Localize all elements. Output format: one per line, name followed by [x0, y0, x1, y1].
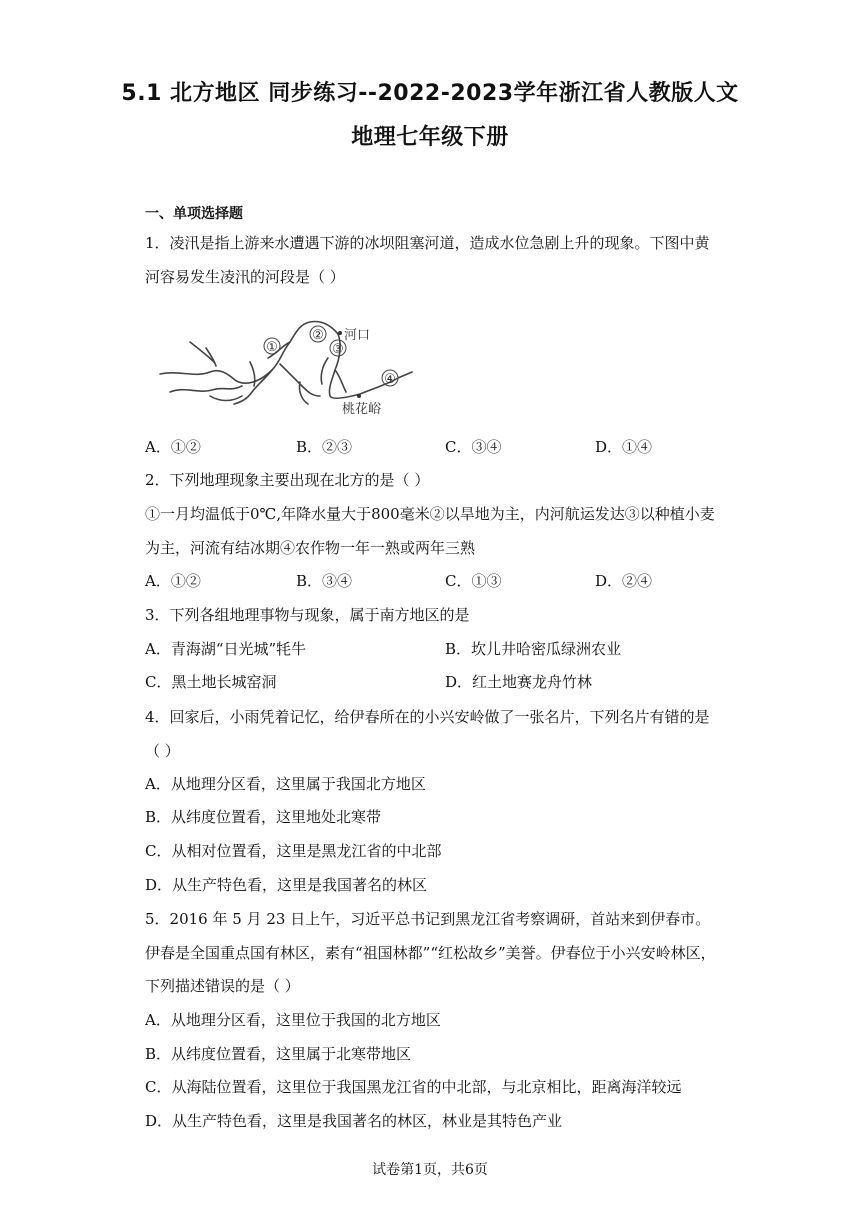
q2-option-b[interactable]: B．③④ [296, 572, 353, 590]
map-marker-2: ② [312, 328, 324, 343]
page-title-line-1: 5.1 北方地区 同步练习--2022-2023学年浙江省人教版人文 [121, 81, 739, 106]
q3-option-b[interactable]: B．坎儿井哈密瓜绿洲农业 [445, 640, 622, 658]
q2-desc-line-1: ①一月均温低于0℃,年降水量大于800毫米②以旱地为主，内河航运发达③以种植小麦 [145, 505, 715, 523]
q5-stem-line-1: 5．2016 年 5 月 23 日上午，习近平总书记到黑龙江省考察调研，首站来到伊春市。 [145, 910, 711, 928]
q1-option-c[interactable]: C．③④ [445, 438, 502, 456]
page-footer: 试卷第1页，共6页 [372, 1162, 488, 1178]
q4-stem-line-2: （ ） [145, 742, 180, 760]
q1-option-d[interactable]: D．①④ [595, 438, 653, 456]
yellow-river-map [150, 312, 420, 427]
q5-option-b[interactable]: B．从纬度位置看，这里属于北寒带地区 [145, 1045, 412, 1063]
q4-option-c[interactable]: C．从相对位置看，这里是黑龙江省的中北部 [145, 842, 442, 860]
q4-option-d[interactable]: D．从生产特色看，这里是我国著名的林区 [145, 876, 428, 894]
q5-option-a[interactable]: A．从地理分区看，这里位于我国的北方地区 [145, 1011, 441, 1029]
map-label-taohuayu: 桃花峪 [342, 402, 382, 417]
q2-option-a[interactable]: A．①② [145, 572, 201, 590]
q2-desc-line-2: 为主，河流有结冰期④农作物一年一熟或两年三熟 [145, 539, 476, 557]
map-marker-1: ① [266, 340, 278, 355]
section-heading: 一、单项选择题 [145, 206, 243, 222]
q2-option-d[interactable]: D．②④ [595, 572, 653, 590]
q1-stem-line-2: 河容易发生凌汛的河段是（ ） [145, 268, 345, 286]
q3-option-c[interactable]: C．黑土地长城窑洞 [145, 673, 277, 691]
q3-stem: 3．下列各组地理事物与现象，属于南方地区的是 [145, 606, 470, 624]
q5-stem-line-3: 下列描述错误的是（ ） [145, 977, 300, 995]
q5-option-c[interactable]: C．从海陆位置看，这里位于我国黑龙江省的中北部，与北京相比，距离海洋较远 [145, 1078, 682, 1096]
river-main [160, 322, 412, 399]
q4-stem-line-1: 4．回家后，小雨凭着记忆，给伊春所在的小兴安岭做了一张名片，下列名片有错的是 [145, 708, 710, 726]
map-label-hekou: 河口 [344, 328, 371, 343]
map-marker-4: ④ [384, 372, 396, 387]
q1-stem-line-1: 1．凌汛是指上游来水遭遇下游的冰坝阻塞河道，造成水位急剧上升的现象。下图中黄 [145, 234, 710, 252]
map-marker-3: ③ [332, 342, 344, 357]
page-title-line-2: 地理七年级下册 [351, 125, 509, 150]
q1-option-a[interactable]: A．①② [145, 438, 201, 456]
q1-option-b[interactable]: B．②③ [296, 438, 353, 456]
q4-option-b[interactable]: B．从纬度位置看，这里地处北寒带 [145, 808, 382, 826]
q3-option-a[interactable]: A．青海湖“日光城”牦牛 [145, 640, 307, 658]
q3-option-d[interactable]: D．红土地赛龙舟竹林 [445, 673, 593, 691]
q5-stem-line-2: 伊春是全国重点国有林区，素有“祖国林都”“红松故乡”美誉。伊春位于小兴安岭林区， [145, 944, 716, 962]
q5-option-d[interactable]: D．从生产特色看，这里是我国著名的林区，林业是其特色产业 [145, 1112, 563, 1130]
q4-option-a[interactable]: A．从地理分区看，这里属于我国北方地区 [145, 775, 426, 793]
q2-stem: 2．下列地理现象主要出现在北方的是（ ） [145, 471, 430, 489]
q2-option-c[interactable]: C．①③ [445, 572, 502, 590]
